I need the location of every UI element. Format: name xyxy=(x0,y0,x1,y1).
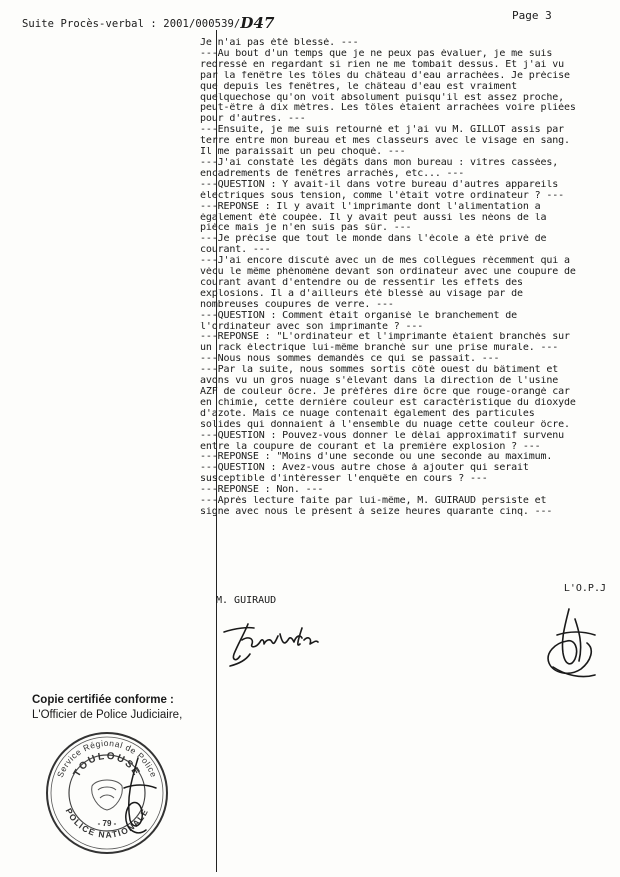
statement-text xyxy=(200,38,608,518)
statement-line: ---Après lecture faite par lui-même, M. GUIRAUD persiste et xyxy=(200,496,547,507)
statement-line: pour d'autres. --- xyxy=(200,114,306,125)
statement-line: ---REPONSE : Non. --- xyxy=(200,485,324,496)
certification-officer: L'Officier de Police Judiciaire, xyxy=(32,709,183,721)
statement-line: courant. --- xyxy=(200,245,271,256)
stamp-bottom-text: POLICE NATIONALE xyxy=(63,806,151,840)
statement-line: ---J'ai constaté les dégâts dans mon bureau : vitres cassées, xyxy=(200,157,559,168)
police-stamp xyxy=(42,728,172,862)
officer-signature xyxy=(535,605,605,687)
statement-line: ---REPONSE : "L'ordinateur et l'imprimante étaient branchés sur xyxy=(200,332,570,343)
statement-line: Je n'ai pas été blessé. --- xyxy=(200,38,359,48)
statement-line: avons vu un gros nuage s'élevant dans la direction de l'usine xyxy=(200,376,559,387)
header-reference xyxy=(22,13,275,31)
statement-line: ---J'ai encore discuté avec un de mes collègues récemment qui a xyxy=(200,256,570,267)
statement-line: solides qui donnaient à l'ensemble du nuage cette couleur ôcre. xyxy=(200,419,570,430)
statement-line: susceptible d'intéresser l'enquête en cours ? --- xyxy=(200,474,488,485)
statement-line: également été coupée. Il y avait peut aussi les néons de la xyxy=(200,212,547,223)
statement-line: vécu le même phénomène devant son ordinateur avec une coupure de xyxy=(200,267,576,278)
witness-signature xyxy=(218,610,328,674)
certification-title: Copie certifiée conforme : xyxy=(32,694,174,706)
statement-line: ---QUESTION : Comment était organisé le branchement de xyxy=(200,310,518,321)
statement-line: explosions. Il a d'ailleurs été blessé au visage par de xyxy=(200,288,523,299)
certification-block xyxy=(32,693,182,723)
statement-line: ---QUESTION : Avez-vous autre chose à ajouter qui serait xyxy=(200,463,529,474)
statement-line: peut-être à dix mètres. Les tôles étaient arrachées voire pliées xyxy=(200,103,576,114)
statement-line: ---Nous nous sommes demandés ce qui se passait. --- xyxy=(200,354,500,365)
statement-line: AZF de couleur ôcre. Je préfères dire ôcre que rouge-orangé car xyxy=(200,387,570,397)
handwritten-annotation: D47 xyxy=(240,14,275,32)
statement-line: ---REPONSE : Il y avait l'imprimante dont l'alimentation a xyxy=(200,201,541,212)
statement-line: en chimie, cette dernière couleur est caractéristique du dioxyde xyxy=(200,397,576,408)
statement-line: ---REPONSE : "Moins d'une seconde ou une seconde au maximum. xyxy=(200,452,553,463)
reference-number: Suite Procès-verbal : 2001/000539/ xyxy=(22,18,241,30)
stamp-outer-text: Service Régional de Police xyxy=(54,737,160,779)
statement-line: nombreuses coupures de verre. --- xyxy=(200,299,394,310)
statement-line: pièce mais je n'en suis pas sûr. --- xyxy=(200,223,412,234)
statement-line: électriques sous tension, comme l'était votre ordinateur ? --- xyxy=(200,190,564,201)
statement-line: ---Par la suite, nous sommes sortis côté ouest du bâtiment et xyxy=(200,365,559,376)
witness-name: M. GUIRAUD xyxy=(216,595,277,606)
statement-line: que depuis les fenêtres, le château d'eau est vraiment xyxy=(200,81,518,92)
officer-label: L'O.P.J xyxy=(563,583,606,594)
statement-line: Il me paraissait un peu choqué. --- xyxy=(200,147,406,158)
statement-line: l'ordinateur avec son imprimante ? --- xyxy=(200,321,424,332)
stamp-number: - 79 - xyxy=(97,819,117,828)
statement-line: ---Ensuite, je me suis retourné et j'ai vu M. GILLOT assis par xyxy=(200,125,564,136)
statement-line: signe avec nous le présent à seize heures quarante cinq. --- xyxy=(200,506,553,517)
stamp-city: TOULOUSE xyxy=(71,750,143,779)
statement-line: redressé en regardant si rien ne me tombait dessus. Et j'ai vu xyxy=(200,59,564,70)
statement-line: terre entre mon bureau et mes classeurs avec le visage en sang. xyxy=(200,136,570,147)
statement-line: d'azote. Mais ce nuage contenait également des particules xyxy=(200,408,535,419)
signature-labels xyxy=(216,583,606,607)
statement-line: entre la coupure de courant et la première explosion ? --- xyxy=(200,441,541,452)
statement-line: par la fenêtre les tôles du château d'eau arrachées. Je précise xyxy=(200,70,570,81)
statement-line: ---QUESTION : Pouvez-vous donner le délai approximatif survenu xyxy=(200,430,564,441)
statement-line: encadrements de fenêtres arrachés, etc... --- xyxy=(200,168,465,179)
statement-line: ---Au bout d'un temps que je ne peux pas évaluer, je me suis xyxy=(200,48,553,59)
statement-line: courant avant d'entendre ou de ressentir les effets des xyxy=(200,277,523,288)
statement-line: quelquechose qu'on voit absolument puisqu'il est assez proche, xyxy=(200,92,564,103)
statement-line: ---Je précise que tout le monde dans l'école a été privé de xyxy=(200,234,547,245)
statement-line: un rack électrique lui-même branché sur une prise murale. --- xyxy=(200,343,559,354)
statement-line: ---QUESTION : Y avait-il dans votre bureau d'autres appareils xyxy=(200,179,559,190)
page-number: Page 3 xyxy=(512,9,552,22)
